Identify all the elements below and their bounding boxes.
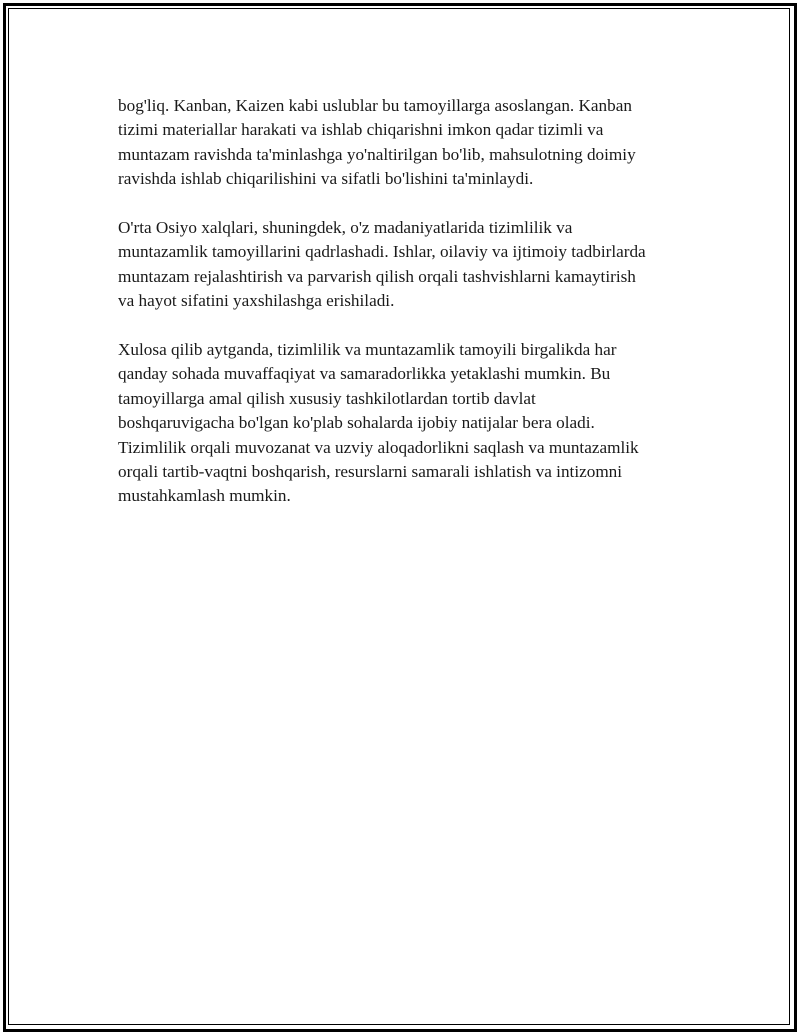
paragraph-central-asia: O'rta Osiyo xalqlari, shuningdek, o'z madaniyatlarida tizimlilik va muntazamlik tamoyillarini qadrlashadi. Ishlar, oilaviy va ijtimoiy tadbirlarda muntazam rejalashtirish va parvarish qilish orqali tashvishlarni kamaytirish va hayot sifatini yaxshilashga erishiladi. — [118, 218, 646, 311]
paragraph-conclusion: Xulosa qilib aytganda, tizimlilik va muntazamlik tamoyili birgalikda har qanday sohada muvaffaqiyat va samaradorlikka yetaklashi mumkin. Bu tamoyillarga amal qilish xususiy tashkilotlardan tortib davlat boshqaruvigacha bo'lgan ko'plab sohalarda ijobiy natijalar bera oladi. Tizimlilik orqali muvozanat va uzviy aloqadorlikni saqlash va muntazamlik orqali tartib-vaqtni boshqarish, resurslarni samarali ishlatish va intizomni mustahkamlash mumkin. — [118, 340, 639, 506]
document-body — [118, 94, 698, 533]
paragraph-kanban: bog'liq. Kanban, Kaizen kabi uslublar bu tamoyillarga asoslangan. Kanban tizimi materiallar harakati va ishlab chiqarishni imkon qadar tizimli va muntazam ravishda ta'minlashga yo'naltirilgan bo'lib, mahsulotning doimiy ravishda ishlab chiqarilishini va sifatli bo'lishini ta'minlaydi. — [118, 96, 636, 189]
